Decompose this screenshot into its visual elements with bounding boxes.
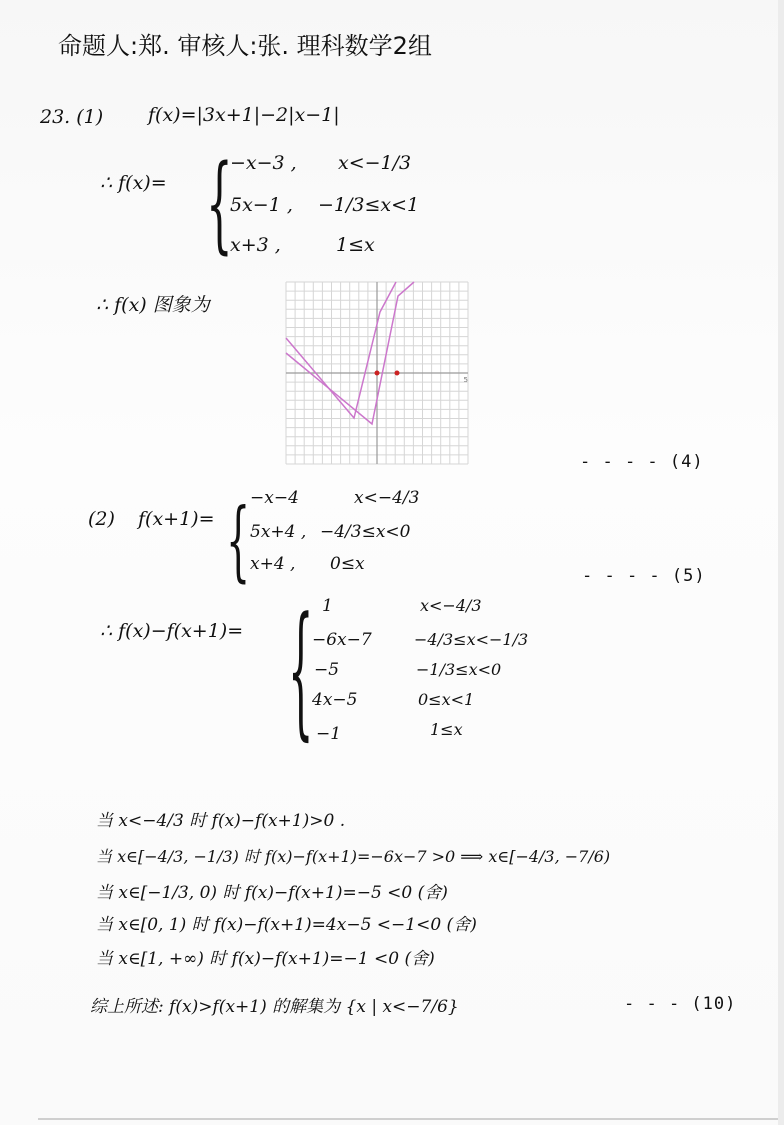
diff-case-1-cond: x<−4/3 bbox=[420, 596, 482, 615]
f-case-2-cond: −1/3≤x<1 bbox=[318, 194, 420, 216]
graph-point-2 bbox=[395, 371, 400, 376]
right-edge-shadow bbox=[778, 0, 784, 1125]
diff-case-4-cond: 0≤x<1 bbox=[418, 690, 475, 709]
analysis-line-4: 当 x∈[0, 1) 时 f(x)−f(x+1)=4x−5 <−1<0 (舍) bbox=[96, 915, 477, 935]
analysis-line-5: 当 x∈[1, +∞) 时 f(x)−f(x+1)=−1 <0 (舍) bbox=[96, 949, 435, 969]
shift-brace: { bbox=[226, 490, 251, 592]
analysis-line-2: 当 x∈[−4/3, −1/3) 时 f(x)−f(x+1)=−6x−7 >0 ⟹ x∈[−4/3, −7/6) bbox=[96, 847, 611, 866]
bottom-edge-line bbox=[38, 1118, 784, 1120]
f-definition: f(x)=|3x+1|−2|x−1| bbox=[148, 104, 340, 126]
f-case-1-cond: x<−1/3 bbox=[338, 152, 412, 174]
diff-case-1-expr: 1 bbox=[322, 596, 333, 616]
f-case-3-expr: x+3 , bbox=[230, 234, 281, 256]
header-line: 命题人:郑. 审核人:张. 理科数学2组 bbox=[58, 32, 432, 60]
score-mark-10: - - - (10) bbox=[624, 994, 737, 1014]
score-mark-5: - - - - (5) bbox=[582, 566, 706, 586]
conclusion-line: 综上所述: f(x)>f(x+1) 的解集为 {x | x<−7/6} bbox=[90, 997, 459, 1017]
shift-case-3-expr: x+4 , bbox=[250, 554, 296, 574]
piecewise-brace: { bbox=[206, 142, 233, 265]
shift-case-1-cond: x<−4/3 bbox=[354, 488, 420, 508]
shift-case-3-cond: 0≤x bbox=[330, 554, 365, 574]
graph-tick-label: 5 bbox=[463, 376, 468, 384]
diff-lhs: ∴ f(x)−f(x+1)= bbox=[100, 620, 244, 642]
diff-case-2-expr: −6x−7 bbox=[312, 630, 372, 650]
f-piecewise-lhs: ∴ f(x)= bbox=[100, 172, 167, 194]
function-graph bbox=[282, 278, 472, 468]
part-2-label: (2) bbox=[88, 508, 115, 530]
diff-case-4-expr: 4x−5 bbox=[312, 690, 358, 710]
analysis-line-3: 当 x∈[−1/3, 0) 时 f(x)−f(x+1)=−5 <0 (舍) bbox=[96, 883, 448, 903]
graph-point-1 bbox=[375, 371, 380, 376]
diff-case-3-expr: −5 bbox=[314, 660, 340, 680]
problem-23-label: 23. (1) bbox=[40, 106, 104, 128]
shift-case-2-cond: −4/3≤x<0 bbox=[320, 522, 411, 542]
diff-brace: { bbox=[288, 590, 314, 756]
analysis-line-1: 当 x<−4/3 时 f(x)−f(x+1)>0 . bbox=[96, 811, 346, 831]
f-shift-lhs: f(x+1)= bbox=[138, 508, 215, 530]
diff-case-2-cond: −4/3≤x<−1/3 bbox=[414, 630, 529, 649]
diff-case-3-cond: −1/3≤x<0 bbox=[416, 660, 502, 679]
graph-caption: ∴ f(x) 图象为 bbox=[96, 294, 210, 316]
diff-case-5-expr: −1 bbox=[316, 724, 342, 744]
shift-case-2-expr: 5x+4 , bbox=[250, 522, 307, 542]
f-case-3-cond: 1≤x bbox=[336, 234, 375, 256]
shift-case-1-expr: −x−4 bbox=[250, 488, 299, 508]
diff-case-5-cond: 1≤x bbox=[430, 720, 463, 739]
f-case-1-expr: −x−3 , bbox=[230, 152, 297, 174]
score-mark-4: - - - - (4) bbox=[580, 452, 704, 472]
f-case-2-expr: 5x−1 , bbox=[230, 194, 293, 216]
